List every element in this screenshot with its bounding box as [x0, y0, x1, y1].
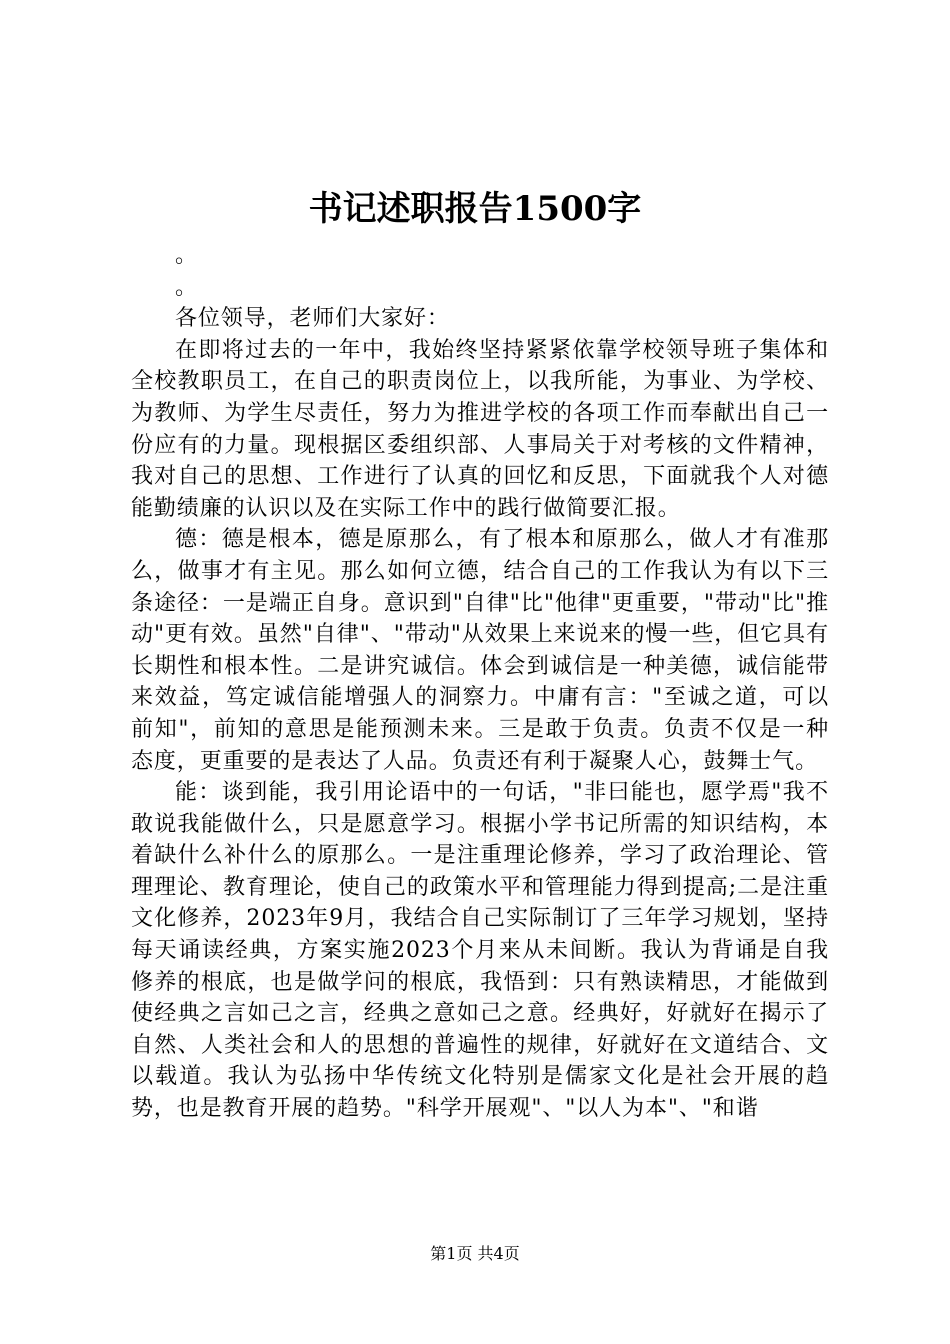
paragraph: 。: [175, 274, 198, 300]
paragraph: 德：德是根本，德是原那么，有了根本和原那么，做人才有准那么，做事才有主见。那么如何立德，结合自己的工作我认为有以下三条途径：一是端正自身。意识到"自律"比"他律"更重要，"带动"比"推动"更有效。虽然"自律"、"带动"从效果上来说来的慢一些，但它具有长期性和根本性。二是讲究诚信。体会到诚信是一种美德，诚信能带来效益，笃定诚信能增强人的洞察力。中庸有言："至诚之道，可以前知"，前知的意思是能预测未来。三是敢于负责。负责不仅是一种态度，更重要的是表达了人品。负责还有利于凝聚人心，鼓舞士气。: [131, 527, 829, 774]
paragraph: 在即将过去的一年中，我始终坚持紧紧依靠学校领导班子集体和全校教职员工，在自己的职责岗位上，以我所能，为事业、为学校、为教师、为学生尽责任，努力为推进学校的各项工作而奉献出自己一份应有的力量。现根据区委组织部、人事局关于对考核的文件精神，我对自己的思想、工作进行了认真的回忆和反思，下面就我个人对德能勤绩廉的认识以及在实际工作中的践行做简要汇报。: [131, 337, 829, 521]
document-body: [131, 240, 829, 1125]
paragraph: 各位领导，老师们大家好：: [175, 306, 450, 332]
document-title: 书记述职报告1500字: [308, 189, 642, 229]
page-number-footer: 第1页 共4页: [430, 1244, 520, 1263]
paragraph: 能：谈到能，我引用论语中的一句话，"非曰能也，愿学焉"我不敢说我能做什么，只是愿意学习。根据小学书记所需的知识结构，本着缺什么补什么的原那么。一是注重理论修养，学习了政治理论、管理理论、教育理论，使自己的政策水平和管理能力得到提高;二是注重文化修养，2023年9月，我结合自己实际制订了三年学习规划，坚持每天诵读经典，方案实施2023个月来从未间断。我认为背诵是自我修养的根底，也是做学问的根底，我悟到：只有熟读精思，才能做到使经典之言如己之言，经典之意如己之意。经典好，好就好在揭示了自然、人类社会和人的思想的普遍性的规律，好就好在文道结合、文以载道。我认为弘扬中华传统文化特别是儒家文化是社会开展的趋势，也是教育开展的趋势。"科学开展观"、"以人为本"、"和谐: [131, 780, 829, 1122]
paragraph: 。: [175, 243, 198, 268]
